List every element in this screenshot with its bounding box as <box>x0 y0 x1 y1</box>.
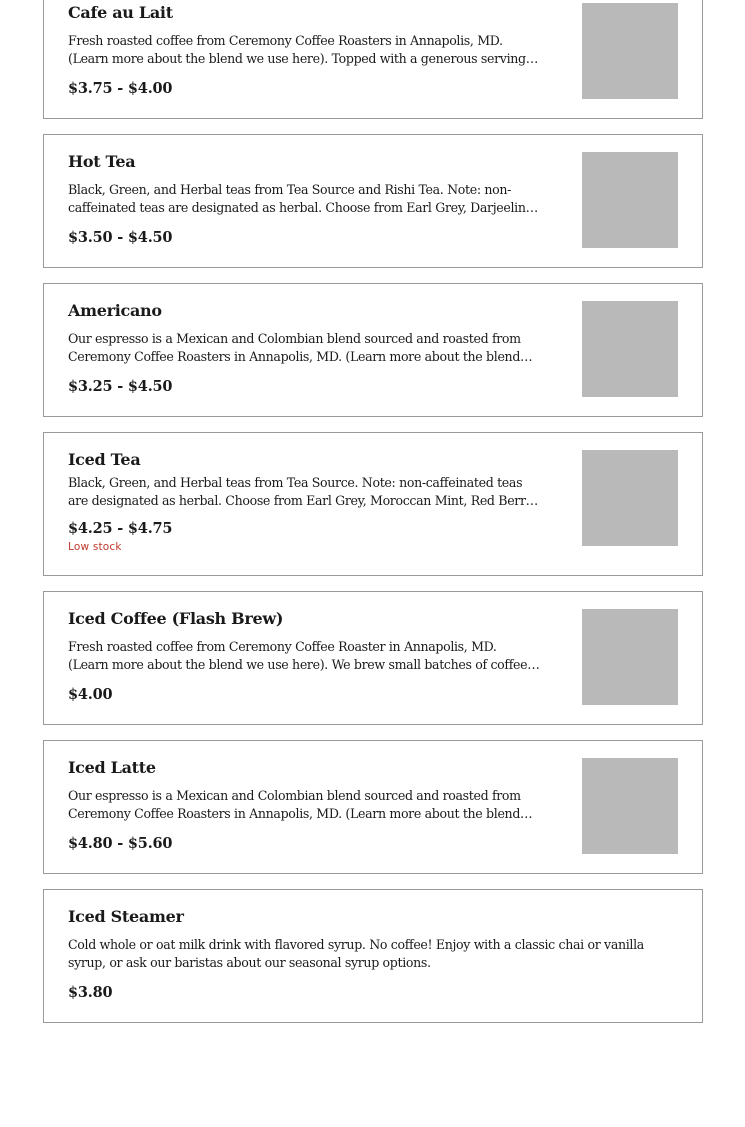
menu-item-card-americano[interactable] <box>43 283 703 417</box>
menu-item-description: Our espresso is a Mexican and Colombian blend sourced and roasted from Ceremony Coffee Roasters in Annapolis, MD. (Learn more about the blend <box>68 331 521 364</box>
menu-item-info <box>68 906 658 1003</box>
menu-item-card-cafe-au-lait[interactable] <box>43 0 703 119</box>
low-stock-badge: Low stock <box>68 541 122 553</box>
menu-item-description: Fresh roasted coffee from Ceremony Coffee Roasters in Annapolis, MD. (Learn more about the blend we use here). Topped with a generous serving <box>68 33 526 66</box>
menu-item-image-placeholder[interactable] <box>582 758 678 854</box>
menu-item-description: Black, Green, and Herbal teas from Tea Source and Rishi Tea. Note: non-caffeinated teas are designated as herbal. Choose from Earl Grey, Darjeeling, <box>68 182 537 215</box>
menu-item-description: Fresh roasted coffee from Ceremony Coffee Roaster in Annapolis, MD. (Learn more about the blend we use here). We brew small batches of coffee <box>68 639 528 672</box>
menu-item-name[interactable]: Iced Latte <box>68 758 156 777</box>
menu-item-description: Black, Green, and Herbal teas from Tea Source. Note: non-caffeinated teas are designated as herbal. Choose from Earl Grey, Moroccan Mint, Red Berry, <box>68 475 535 508</box>
menu-item-name[interactable]: Hot Tea <box>68 152 136 171</box>
menu-item-description: Cold whole or oat milk drink with flavored syrup. No coffee! Enjoy with a classic chai or vanilla syrup, or ask our baristas about our seasonal syrup options. <box>68 937 644 970</box>
menu-item-card-iced-steamer[interactable] <box>43 889 703 1023</box>
menu-item-info <box>68 151 540 248</box>
menu-item-name[interactable]: Iced Coffee (Flash Brew) <box>68 609 284 628</box>
menu-item-price: $3.25 - $4.50 <box>68 378 173 395</box>
menu-item-name[interactable]: Iced Steamer <box>68 907 184 926</box>
menu-item-price: $4.25 - $4.75 <box>68 520 173 537</box>
menu-item-card-hot-tea[interactable] <box>43 134 703 268</box>
menu-item-list <box>43 0 703 1038</box>
menu-item-image-placeholder[interactable] <box>582 152 678 248</box>
menu-item-image-placeholder[interactable] <box>582 450 678 546</box>
menu-item-info <box>68 449 540 553</box>
menu-item-info <box>68 608 540 705</box>
menu-item-description: Our espresso is a Mexican and Colombian blend sourced and roasted from Ceremony Coffee Roasters in Annapolis, MD. (Learn more about the blend <box>68 788 521 821</box>
menu-item-card-iced-latte[interactable] <box>43 740 703 874</box>
menu-item-info <box>68 300 540 397</box>
menu-item-name[interactable]: Iced Tea <box>68 450 141 469</box>
menu-item-card-iced-tea[interactable] <box>43 432 703 576</box>
menu-item-image-placeholder[interactable] <box>582 3 678 99</box>
menu-item-image-placeholder[interactable] <box>582 301 678 397</box>
menu-item-price: $4.80 - $5.60 <box>68 835 173 852</box>
menu-item-info <box>68 2 540 99</box>
menu-item-price: $3.80 <box>68 984 113 1001</box>
menu-item-price: $4.00 <box>68 686 113 703</box>
menu-item-price: $3.75 - $4.00 <box>68 80 173 97</box>
menu-item-card-iced-coffee[interactable] <box>43 591 703 725</box>
menu-item-price: $3.50 - $4.50 <box>68 229 173 246</box>
menu-item-info <box>68 757 540 854</box>
menu-item-image-placeholder[interactable] <box>582 609 678 705</box>
menu-item-name[interactable]: Americano <box>68 301 162 320</box>
menu-item-name[interactable]: Cafe au Lait <box>68 3 173 22</box>
